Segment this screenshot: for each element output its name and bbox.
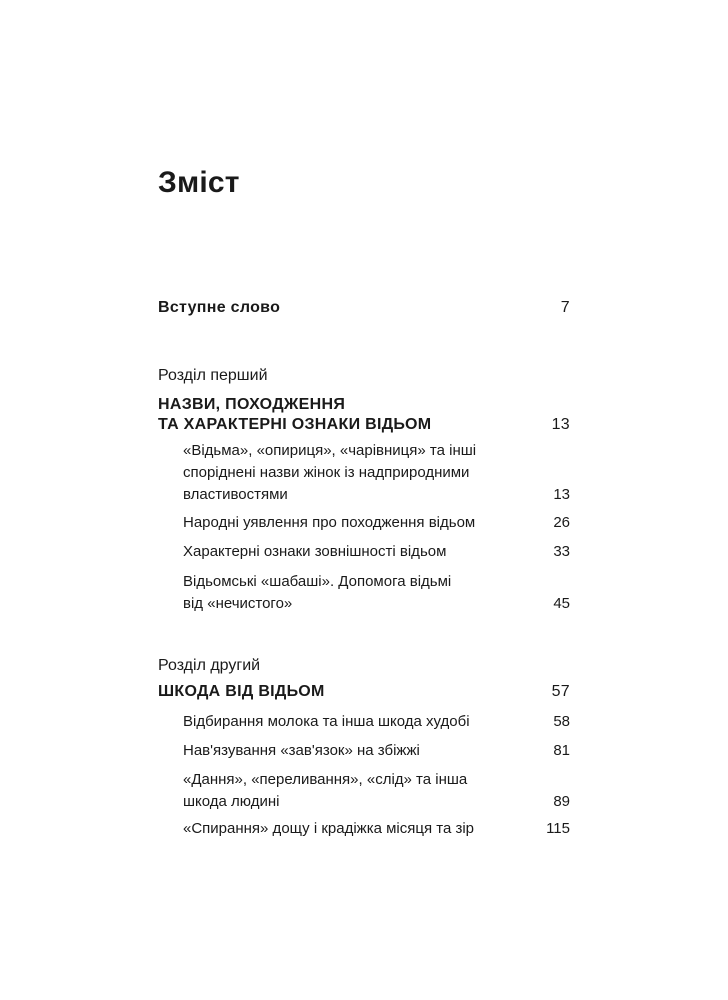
toc-subentry xyxy=(183,740,570,762)
toc-subentry-line: споріднені назви жінок із надприродними xyxy=(183,464,470,481)
toc-subentry-line: Відбирання молока та інша шкода худобі xyxy=(183,713,470,730)
toc-subentry xyxy=(183,512,570,534)
part-label-2: Розділ другий xyxy=(158,657,261,674)
toc-entry-intro xyxy=(158,298,570,318)
toc-subentry-line: від «нечистого» xyxy=(183,595,293,612)
toc-page-number: 57 xyxy=(551,683,570,700)
toc-page-number: 115 xyxy=(546,820,570,837)
toc-subentry-line: Характерні ознаки зовнішності відьом xyxy=(183,543,447,560)
toc-page-number: 58 xyxy=(553,713,570,730)
toc-subentry-line: Відьомські «шабаші». Допомога відьмі xyxy=(183,573,452,590)
toc-subentry-line: «Дання», «переливання», «слід» та інша xyxy=(183,771,468,788)
toc-title: Зміст xyxy=(158,166,240,199)
part-heading-line: ШКОДА ВІД ВІДЬОМ xyxy=(158,683,325,700)
toc-subentry-line: властивостями xyxy=(183,486,288,503)
toc-subentry-line: «Відьма», «опириця», «чарівниця» та інші xyxy=(183,442,477,459)
toc-page-number: 89 xyxy=(553,793,570,810)
toc-page-number: 26 xyxy=(553,514,570,531)
part-heading-line: ТА ХАРАКТЕРНІ ОЗНАКИ ВІДЬОМ xyxy=(158,416,432,433)
toc-subentry-line: «Спирання» дощу і крадіжка місяця та зір xyxy=(183,820,475,837)
toc-page-number: 81 xyxy=(553,742,570,759)
part-heading-line: НАЗВИ, ПОХОДЖЕННЯ xyxy=(158,396,346,413)
toc-subentry-line: Народні уявлення про походження відьом xyxy=(183,514,476,531)
toc-subentry xyxy=(183,440,570,506)
toc-subentry-line: Нав'язування «зав'язок» на збіжжі xyxy=(183,742,420,759)
toc-page-number: 7 xyxy=(560,299,570,316)
toc-subentry-line: шкода людині xyxy=(183,793,280,810)
toc-page-number: 13 xyxy=(553,486,570,503)
toc-subentry xyxy=(183,769,570,813)
toc-subentry xyxy=(183,818,570,840)
toc-subentry xyxy=(183,571,570,615)
part-heading-1 xyxy=(158,395,570,435)
toc-subentry xyxy=(183,711,570,733)
toc-page-number: 45 xyxy=(553,595,570,612)
toc-page-number: 13 xyxy=(551,416,570,433)
toc-page-number: 33 xyxy=(553,543,570,560)
part-heading-2 xyxy=(158,682,570,702)
toc-subentry xyxy=(183,541,570,563)
toc-entry-label: Вступне слово xyxy=(158,299,281,316)
part-label-1: Розділ перший xyxy=(158,367,268,384)
